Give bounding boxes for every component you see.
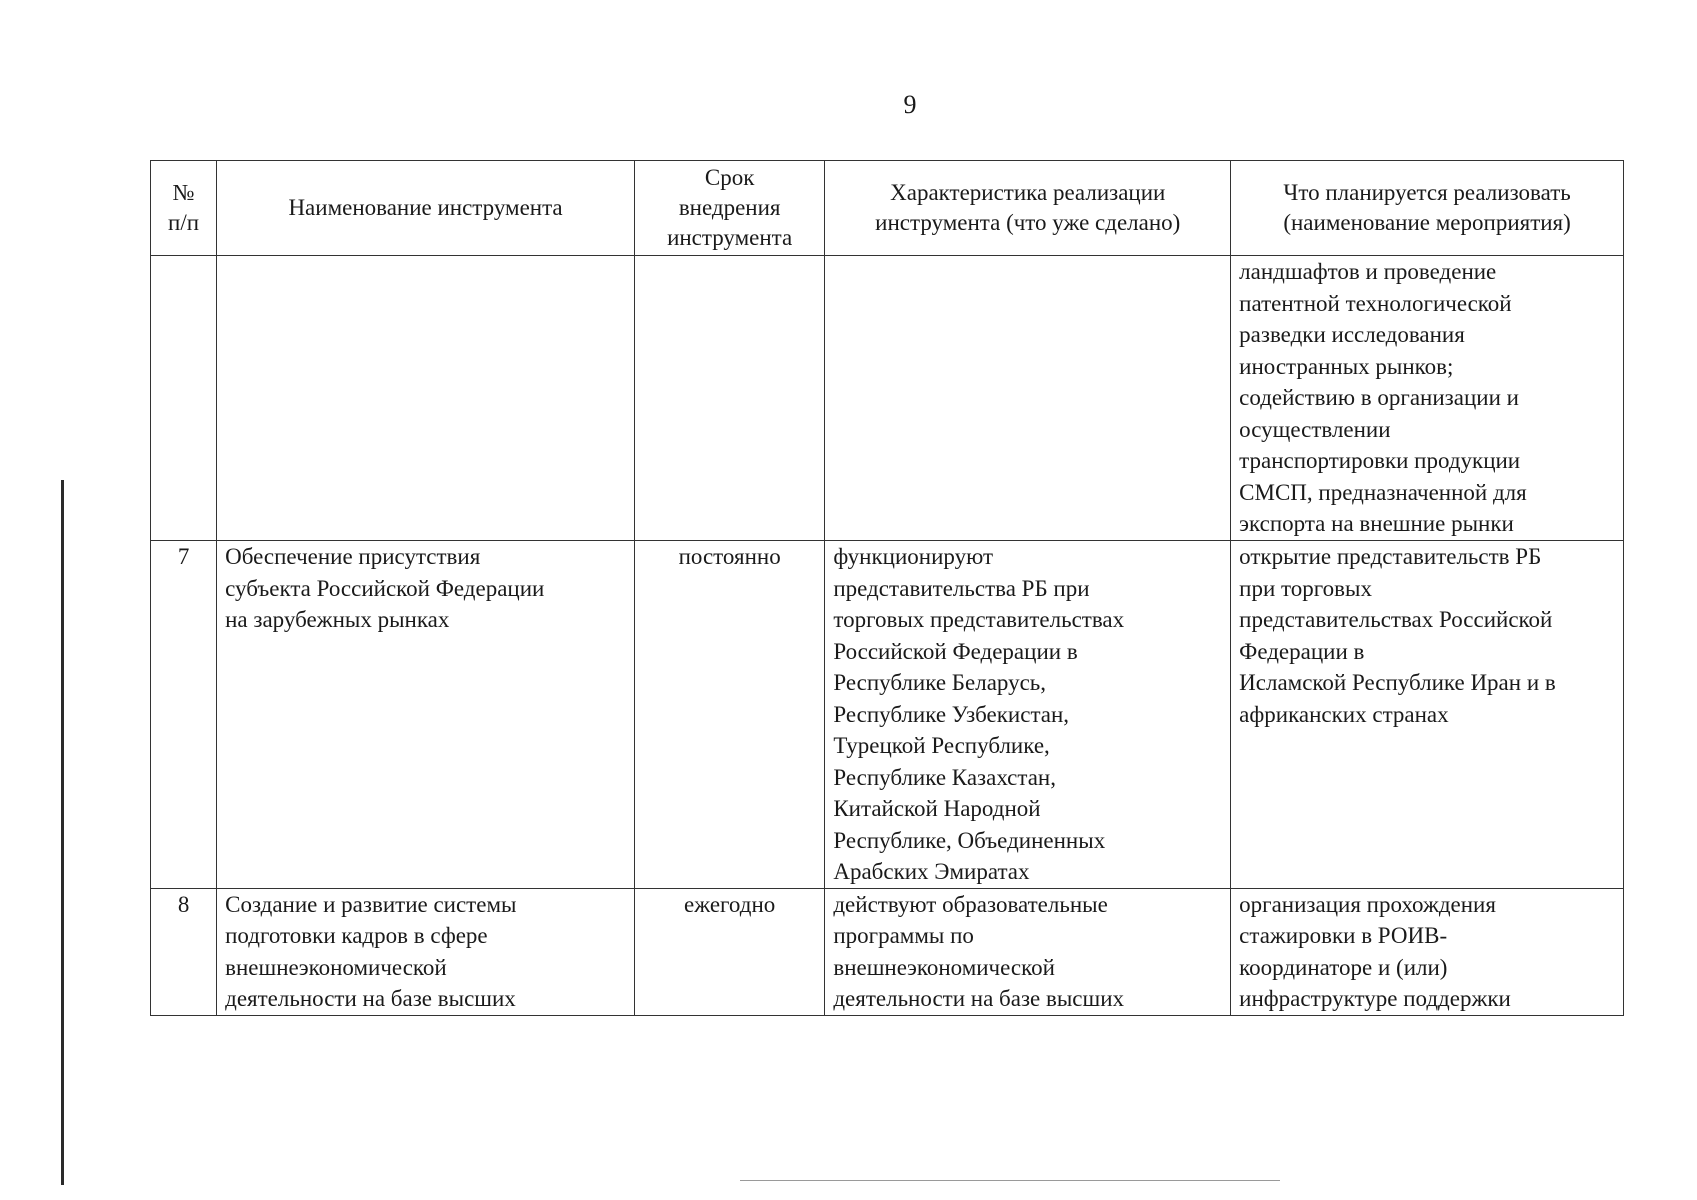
header-plan-text: Что планируется реализовать (наименование мероприятия) [1283, 180, 1571, 235]
cell-term-text: ежегодно [684, 891, 776, 917]
cell-plan-text: организация прохождения стажировки в РОИВ- координаторе и (или) инфраструктуре поддержки [1239, 891, 1511, 1011]
cell-plan [1231, 888, 1624, 1015]
table-row [151, 888, 1624, 1015]
cell-instrument-name [217, 256, 635, 541]
cell-number-text: 7 [177, 544, 190, 569]
header-instrument-name-text: Наименование инструмента [288, 195, 563, 220]
header-done-text: Характеристика реализации инструмента (что уже сделано) [875, 180, 1181, 235]
cell-number [151, 541, 217, 889]
cell-number [151, 256, 217, 541]
table-row [151, 541, 1624, 889]
cell-number [151, 888, 217, 1015]
cell-instrument-name-text: Создание и развитие системы подготовки кадров в сфере внешнеэкономической деятельности на базе высших [225, 891, 517, 1011]
cell-plan [1231, 256, 1624, 541]
header-number-text: № п/п [168, 180, 200, 235]
instruments-table [150, 160, 1624, 1016]
cell-done-text: функционируют представительства РБ при торговых представительствах Российской Федерации в Республике Беларусь, Республике Узбекистан, Турецкой Республике, Республике Казахстан, Китайской Народной Республике, Объединенных Арабских Эмиратах [833, 544, 1125, 884]
header-done [825, 161, 1231, 256]
header-term-text: Срок внедрения инструмента [667, 165, 793, 250]
header-plan [1231, 161, 1624, 256]
scan-margin-bar [61, 480, 64, 1185]
scan-bottom-line [740, 1180, 1280, 1181]
page-number: 9 [903, 90, 917, 119]
header-number [151, 161, 217, 256]
cell-term [634, 888, 824, 1015]
cell-plan [1231, 541, 1624, 889]
table-row [151, 256, 1624, 541]
cell-number-text: 8 [177, 891, 190, 917]
cell-done [825, 541, 1231, 889]
cell-instrument-name [217, 541, 635, 889]
table-header-row [151, 161, 1624, 256]
cell-done [825, 256, 1231, 541]
cell-instrument-name [217, 888, 635, 1015]
cell-plan-text: открытие представительств РБ при торговых представительствах Российской Федерации в Исламской Республике Иран и в африканских странах [1239, 544, 1556, 727]
cell-term [634, 541, 824, 889]
cell-plan-text: ландшафтов и проведение патентной технологической разведки исследования иностранных рынков; содействию в организации и осуществлении транспортировки продукции СМСП, предназначенной для экспорта на внешние рынки [1239, 259, 1527, 536]
cell-instrument-name-text: Обеспечение присутствия субъекта Российской Федерации на зарубежных рынках [225, 544, 545, 632]
cell-term [634, 256, 824, 541]
cell-done-text: действуют образовательные программы по внешнеэкономической деятельности на базе высших [833, 891, 1125, 1011]
cell-term-text: постоянно [678, 544, 781, 569]
header-term [634, 161, 824, 256]
header-instrument-name [217, 161, 635, 256]
cell-done [825, 888, 1231, 1015]
